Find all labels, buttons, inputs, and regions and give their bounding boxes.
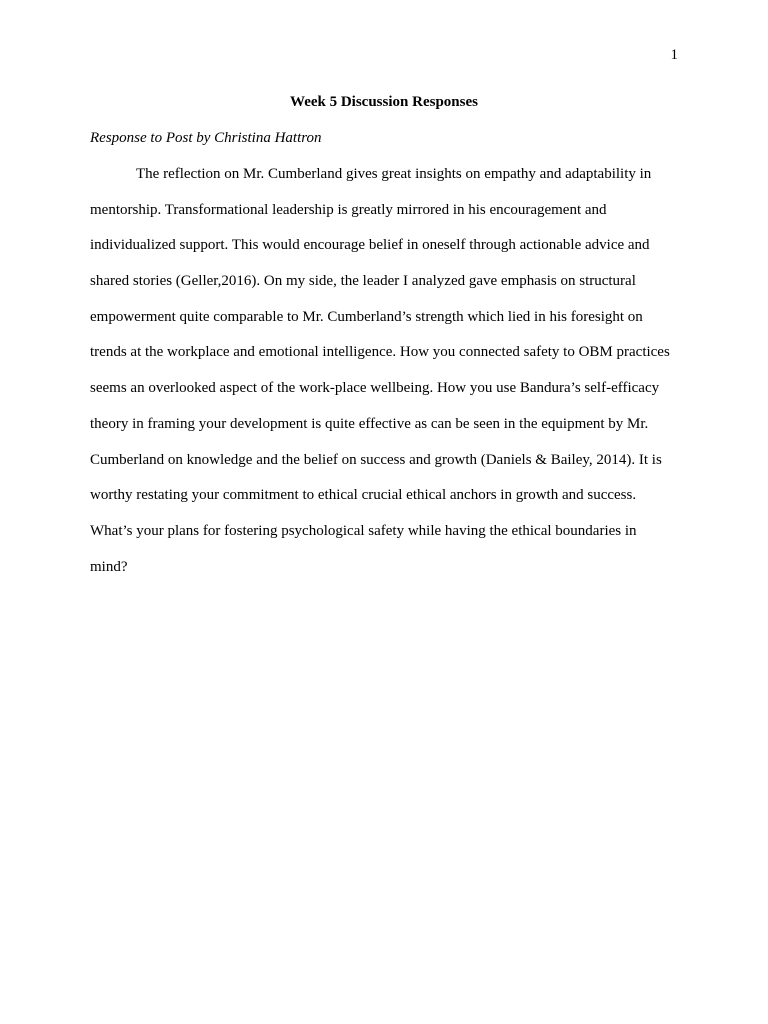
body-line: worthy restating your commitment to ethical crucial ethical anchors in growth and success. — [90, 487, 637, 504]
response-heading: Response to Post by Christina Hattron — [90, 130, 322, 146]
body-line: Cumberland on knowledge and the belief on success and growth (Daniels & Bailey, 2014). It is — [90, 451, 662, 468]
document-title: Week 5 Discussion Responses — [290, 94, 478, 110]
page-number: 1 — [670, 47, 678, 63]
body-line: seems an overlooked aspect of the work-place wellbeing. How you use Bandura’s self-efficacy — [90, 380, 660, 397]
body-line: empowerment quite comparable to Mr. Cumberland’s strength which lied in his foresight on — [90, 308, 643, 325]
body-line: theory in framing your development is quite effective as can be seen in the equipment by Mr. — [90, 415, 649, 432]
body-line: The reflection on Mr. Cumberland gives great insights on empathy and adaptability in — [136, 166, 652, 182]
body-line: individualized support. This would encourage belief in oneself through actionable advice and — [90, 237, 650, 254]
body-line: What’s your plans for fostering psychological safety while having the ethical boundaries in — [90, 522, 637, 539]
body-paragraph — [90, 165, 690, 593]
body-line: shared stories (Geller,2016). On my side, the leader I analyzed gave emphasis on structural — [90, 273, 636, 290]
body-line: trends at the workplace and emotional intelligence. How you connected safety to OBM practices — [90, 344, 670, 361]
body-line: mind? — [90, 558, 128, 575]
body-line: mentorship. Transformational leadership is greatly mirrored in his encouragement and — [90, 201, 607, 218]
